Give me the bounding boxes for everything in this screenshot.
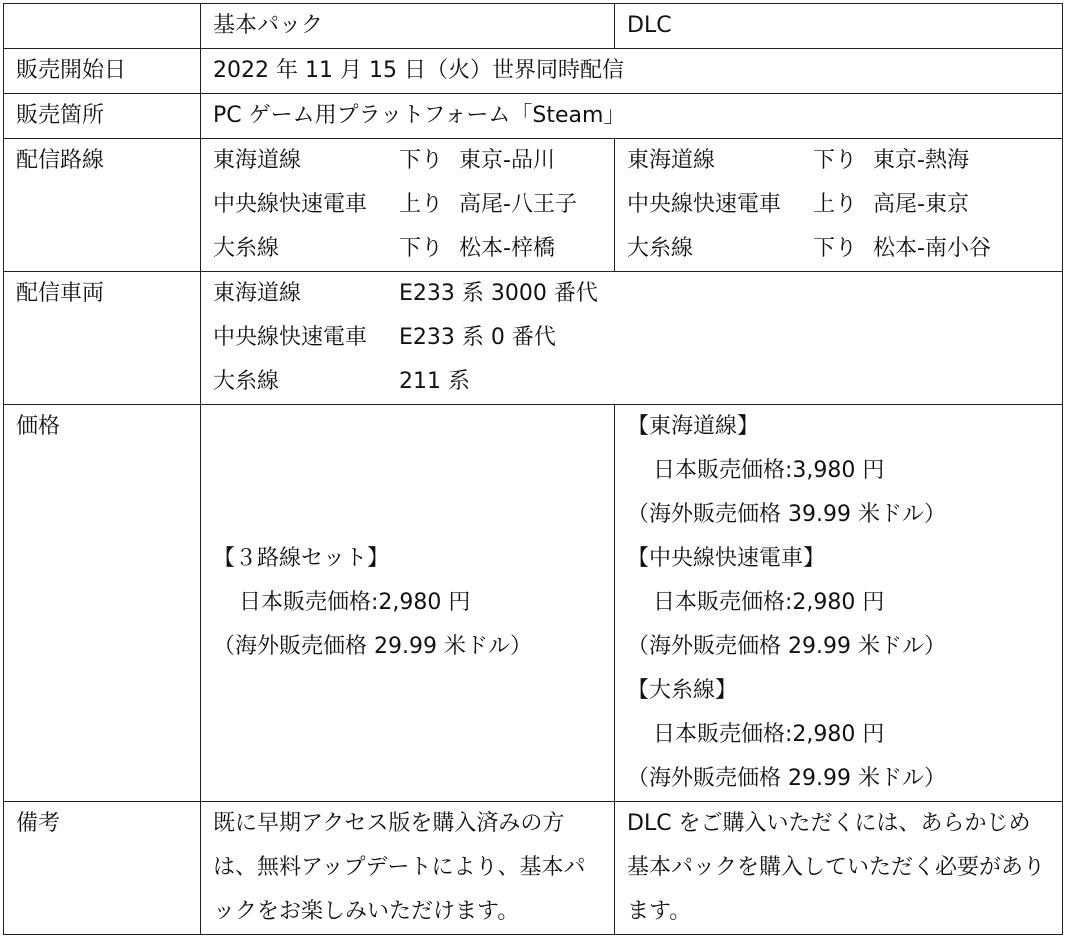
vehicles-cell: [201, 272, 1063, 405]
price-intl: （海外販売価格 29.99 米ドル）: [213, 634, 532, 659]
release-date-label: 販売開始日: [4, 49, 201, 94]
route-direction: 下り: [813, 148, 858, 173]
price-jp: 日本販売価格:3,980 円: [653, 458, 885, 483]
price-basic-block: [213, 537, 602, 669]
route-section: 高尾-八王子: [459, 192, 577, 217]
price-intl: （海外販売価格 29.99 米ドル）: [627, 634, 946, 659]
price-intl: （海外販売価格 39.99 米ドル）: [627, 502, 946, 527]
route-direction: 下り: [813, 236, 858, 261]
price-title: 【東海道線】: [627, 414, 760, 439]
price-dlc-block: [627, 537, 1050, 669]
route-entry: [213, 139, 602, 183]
price-basic-cell: [201, 405, 615, 802]
route-direction: 上り: [399, 192, 444, 217]
vehicle-car: 211 系: [399, 369, 470, 394]
vehicles-label: 配信車両: [4, 272, 201, 405]
header-empty-cell: [4, 4, 201, 49]
release-date-value: 2022 年 11 月 15 日（火）世界同時配信: [201, 49, 1063, 94]
notes-dlc: DLC をご購入いただくには、あらかじめ基本パックを購入していただく必要があります。: [615, 802, 1063, 935]
route-line: 中央線快速電車: [213, 192, 368, 217]
route-line: 大糸線: [213, 236, 280, 261]
route-line: 中央線快速電車: [627, 192, 782, 217]
route-section: 高尾-東京: [873, 192, 969, 217]
price-jp: 日本販売価格:2,980 円: [239, 590, 471, 615]
vehicle-line: 東海道線: [213, 281, 302, 306]
price-row: [4, 405, 1063, 802]
route-direction: 上り: [813, 192, 858, 217]
header-basic: 基本パック: [201, 4, 615, 49]
vehicle-entry: [213, 272, 1050, 316]
release-date-row: [4, 49, 1063, 94]
price-title: 【中央線快速電車】: [627, 546, 826, 571]
route-section: 東京-品川: [459, 148, 555, 173]
route-direction: 下り: [399, 148, 444, 173]
price-dlc-cell: [615, 405, 1063, 802]
vehicles-row: [4, 272, 1063, 405]
vehicle-line: 中央線快速電車: [213, 325, 368, 350]
notes-basic: 既に早期アクセス版を購入済みの方は、無料アップデートにより、基本パックをお楽しみいただけます。: [201, 802, 615, 935]
route-section: 松本-南小谷: [873, 236, 991, 261]
vehicle-entry: [213, 316, 1050, 360]
price-label: 価格: [4, 405, 201, 802]
price-jp: 日本販売価格:2,980 円: [653, 590, 885, 615]
header-row: [4, 4, 1063, 49]
platform-row: [4, 94, 1063, 139]
route-entry: [627, 227, 1050, 271]
price-title: 【３路線セット】: [213, 546, 390, 571]
route-entry: [627, 183, 1050, 227]
notes-row: [4, 802, 1063, 935]
vehicle-car: E233 系 3000 番代: [399, 281, 598, 306]
route-section: 松本-梓橋: [459, 236, 555, 261]
routes-dlc-cell: [615, 139, 1063, 272]
routes-label: 配信路線: [4, 139, 201, 272]
vehicle-entry: [213, 360, 1050, 404]
price-dlc-block: [627, 405, 1050, 537]
platform-value: PC ゲーム用プラットフォーム「Steam」: [201, 94, 1063, 139]
price-intl: （海外販売価格 29.99 米ドル）: [627, 766, 946, 791]
routes-row: [4, 139, 1063, 272]
notes-label: 備考: [4, 802, 201, 935]
route-section: 東京-熱海: [873, 148, 969, 173]
header-dlc: DLC: [615, 4, 1063, 49]
route-line: 東海道線: [627, 148, 716, 173]
vehicle-line: 大糸線: [213, 369, 280, 394]
route-direction: 下り: [399, 236, 444, 261]
routes-basic-cell: [201, 139, 615, 272]
vehicle-car: E233 系 0 番代: [399, 325, 556, 350]
route-entry: [213, 227, 602, 271]
route-entry: [213, 183, 602, 227]
platform-label: 販売箇所: [4, 94, 201, 139]
price-title: 【大糸線】: [627, 678, 738, 703]
price-dlc-block: [627, 669, 1050, 801]
price-jp: 日本販売価格:2,980 円: [653, 722, 885, 747]
route-entry: [627, 139, 1050, 183]
route-line: 東海道線: [213, 148, 302, 173]
route-line: 大糸線: [627, 236, 694, 261]
spec-table: [3, 3, 1063, 935]
